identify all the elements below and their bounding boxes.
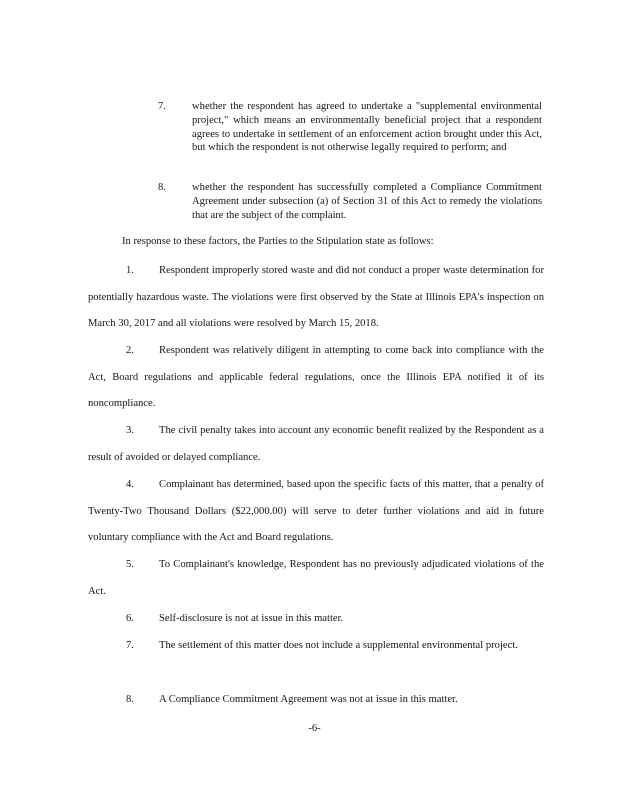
paragraph-number: 3.: [126, 425, 134, 436]
paragraph-number: 4.: [126, 479, 134, 490]
response-paragraph-1: [88, 258, 544, 338]
paragraph-text: The settlement of this matter does not include a supplemental environmental project.: [159, 640, 518, 651]
paragraph-text: Respondent was relatively diligent in attempting to come back into compliance with the Act, Board regulations and applicable federal regulations, once the Illinois EPA notified it of its noncompliance.: [88, 345, 544, 410]
paragraph-text: Self-disclosure is not at issue in this matter.: [159, 613, 344, 624]
response-paragraph-3: [88, 418, 544, 471]
paragraph-text: A Compliance Commitment Agreement was not at issue in this matter.: [159, 694, 458, 705]
paragraph-number: 1.: [126, 265, 134, 276]
intro-sentence: In response to these factors, the Parties to the Stipulation state as follows:: [122, 236, 434, 247]
factor-number: 8.: [158, 182, 166, 193]
response-paragraph-6: [88, 606, 544, 633]
page-number: -6-: [308, 723, 321, 734]
response-paragraph-4: [88, 472, 544, 552]
paragraph-number: 8.: [126, 694, 134, 705]
factor-number: 7.: [158, 101, 166, 112]
response-paragraph-5: [88, 552, 544, 605]
paragraph-number: 2.: [126, 345, 134, 356]
factor-text: whether the respondent has successfully completed a Compliance Commitment Agreement under subsection (a) of Section 31 of this Act to remedy the violations that are the subject of the complaint.: [192, 182, 542, 221]
paragraph-number: 7.: [126, 640, 134, 651]
paragraph-text: Complainant has determined, based upon the specific facts of this matter, that a penalty of Twenty-Two Thousand Dollars ($22,000.00) will serve to deter further violations and aid in future voluntary compliance with the Act and Board regulations.: [88, 479, 544, 544]
paragraph-text: Respondent improperly stored waste and did not conduct a proper waste determination for potentially hazardous waste. The violations were first observed by the State at Illinois EPA's inspection on March 30, 2017 and all violations were resolved by March 15, 2018.: [88, 265, 544, 330]
paragraph-number: 6.: [126, 613, 134, 624]
response-paragraph-2: [88, 338, 544, 418]
response-paragraph-7: [88, 633, 544, 660]
factor-text: whether the respondent has agreed to undertake a "supplemental environmental project," which means an environmentally beneficial project that a respondent agrees to undertake in settlement of an enforcement action brought under this Act, but which the respondent is not otherwise legally required to perform; and: [192, 101, 542, 154]
paragraph-text: To Complainant's knowledge, Respondent has no previously adjudicated violations of the Act.: [88, 559, 544, 597]
paragraph-text: The civil penalty takes into account any economic benefit realized by the Respondent as a result of avoided or delayed compliance.: [88, 425, 544, 463]
response-paragraph-8: [88, 687, 544, 714]
paragraph-number: 5.: [126, 559, 134, 570]
